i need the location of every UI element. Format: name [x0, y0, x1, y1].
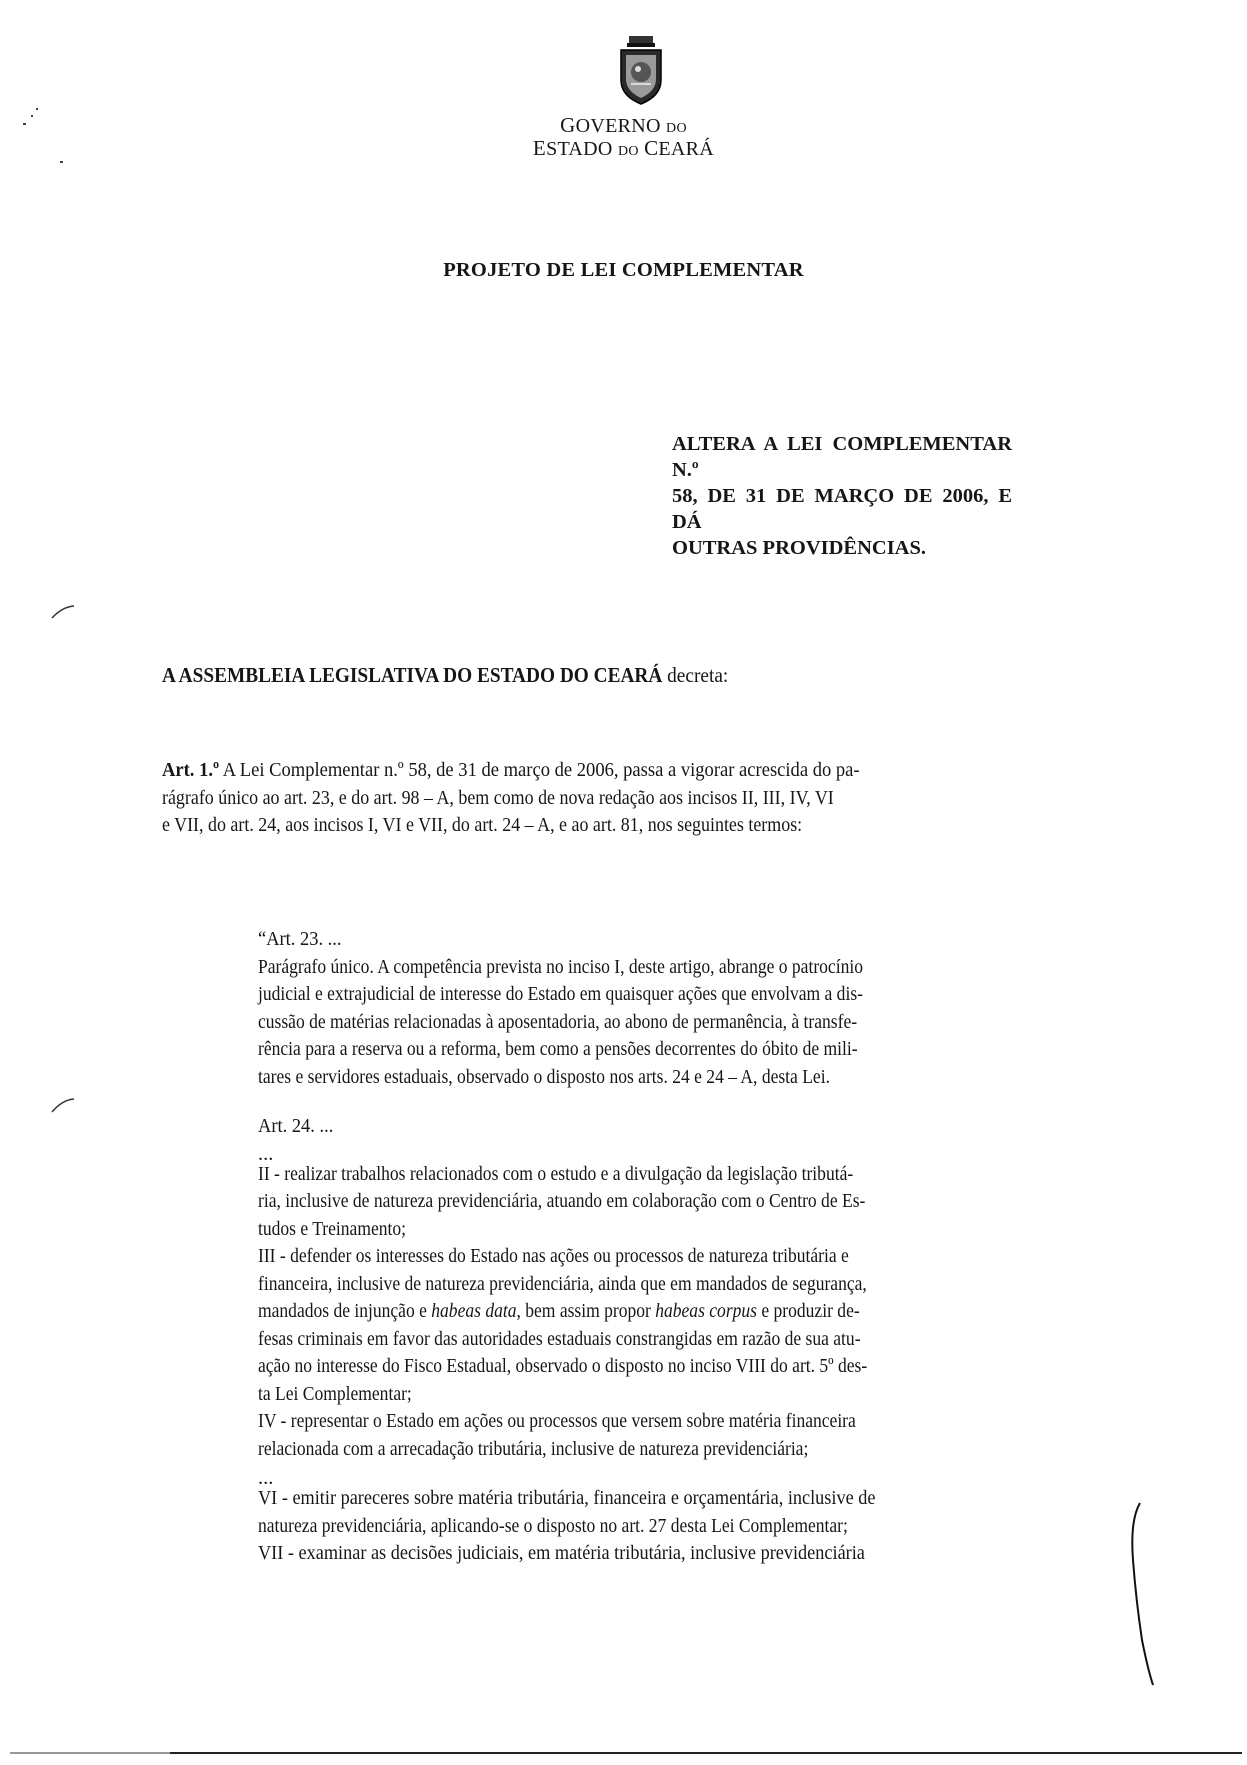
- article-1-label: Art. 1.º: [162, 759, 220, 781]
- margin-tick-mark: [52, 606, 74, 618]
- state-rest: STADO: [546, 138, 613, 160]
- enacting-authority: A ASSEMBLEIA LEGISLATIVA DO ESTADO DO CEARÁ: [162, 663, 663, 687]
- state-coat-of-arms-icon: [611, 34, 671, 108]
- inciso-vi-line: VI - emitir pareceres sobre matéria tributária, financeira e orçamentária, inclusive de: [258, 1487, 876, 1509]
- article-1: [162, 757, 1092, 840]
- latin-term: habeas corpus: [655, 1300, 757, 1322]
- inciso-iii-line: ta Lei Complementar;: [258, 1382, 412, 1405]
- article-1-text: A Lei Complementar n.º 58, de 31 de março de 2006, passa a vigorar acrescida do pa-: [219, 759, 860, 781]
- enacting-clause: [162, 663, 728, 688]
- inciso-iii-line: financeira, inclusive de natureza previdenciária, ainda que em mandados de segurança,: [258, 1272, 867, 1295]
- inciso-iv-line: relacionada com a arrecadação tributária, inclusive de natureza previdenciária;: [258, 1437, 809, 1460]
- government-name-line2: [0, 136, 1247, 161]
- inciso-iv-line: IV - representar o Estado em ações ou processos que versem sobre matéria financeira: [258, 1410, 856, 1432]
- ementa-line: 58, DE 31 DE MARÇO DE 2006, E DÁ: [672, 485, 1012, 533]
- article-1-line: rágrafo único ao art. 23, e do art. 98 – A, bem como de nova redação aos incisos II, III, IV, VI: [162, 786, 834, 809]
- document-title: PROJETO DE LEI COMPLEMENTAR: [443, 259, 804, 281]
- latin-term: habeas data: [431, 1300, 517, 1322]
- ementa: [672, 431, 1012, 561]
- art23-paragraph-line: cussão de matérias relacionadas à aposentadoria, ao abono de permanência, à transfe-: [258, 1010, 858, 1033]
- ceara-cap: C: [644, 136, 659, 160]
- enacting-verb: decreta:: [662, 663, 729, 687]
- ellipsis: ...: [258, 1467, 274, 1489]
- state-small: DO: [617, 144, 639, 159]
- art23-paragraph-line: tares e servidores estaduais, observado o disposto nos arts. 24 e 24 – A, desta Lei.: [258, 1065, 830, 1088]
- inciso-iii-line: fesas criminais em favor das autoridades estaduais constrangidas em razão de sua atu-: [258, 1327, 861, 1350]
- text: e produzir de-: [756, 1300, 860, 1322]
- ceara-rest: EARÁ: [658, 138, 715, 160]
- inciso-iii-line: ação no interesse do Fisco Estadual, observado o disposto no inciso VIII do art. 5º des-: [258, 1355, 868, 1377]
- inciso-ii-line: tudos e Treinamento;: [258, 1217, 407, 1240]
- art23-paragraph-line: rência para a reserva ou a reforma, bem como a pensões decorrentes do óbito de mili-: [258, 1038, 858, 1060]
- inciso-vii-line: VII - examinar as decisões judiciais, em matéria tributária, inclusive previdenciária: [258, 1542, 865, 1564]
- art23-heading: “Art. 23. ...: [258, 928, 342, 950]
- gov-cap: G: [560, 113, 576, 137]
- inciso-ii-line: II - realizar trabalhos relacionados com o estudo e a divulgação da legislação tributá-: [258, 1162, 854, 1185]
- article-1-line: [162, 757, 1004, 785]
- ellipsis: ...: [258, 1142, 274, 1165]
- inciso-ii-line: ria, inclusive de natureza previdenciária, atuando em colaboração com o Centro de Es-: [258, 1190, 866, 1212]
- article-1-line: e VII, do art. 24, aos incisos I, VI e VII, do art. 24 – A, e ao art. 81, nos seguintes termos:: [162, 814, 803, 836]
- art24-heading: Art. 24. ...: [258, 1115, 334, 1137]
- inciso-iii-line: [258, 1298, 1010, 1326]
- bottom-rule: [10, 1752, 1242, 1754]
- bottom-rule-faded: [10, 1752, 170, 1754]
- inciso-iii-line: III - defender os interesses do Estado nas ações ou processos de natureza tributária e: [258, 1245, 849, 1267]
- government-name-line1: [0, 113, 1247, 138]
- state-cap: E: [532, 136, 547, 160]
- gov-small: DO: [666, 121, 687, 136]
- inciso-vi-line: natureza previdenciária, aplicando-se o disposto no art. 27 desta Lei Complementar;: [258, 1514, 848, 1537]
- art23-paragraph-line: Parágrafo único. A competência prevista no inciso I, deste artigo, abrange o patrocínio: [258, 955, 863, 978]
- amended-text-block: [258, 926, 1138, 1568]
- art23-paragraph-line: judicial e extrajudicial de interesse do Estado em quaisquer ações que envolvam a dis-: [258, 983, 863, 1005]
- margin-tick-mark: [52, 1099, 74, 1112]
- ementa-line: OUTRAS PROVIDÊNCIAS.: [672, 537, 927, 559]
- gov-rest: OVERNO: [575, 115, 661, 137]
- text: mandados de injunção e: [258, 1300, 432, 1322]
- ementa-line: ALTERA A LEI COMPLEMENTAR N.º: [672, 433, 1012, 481]
- text: , bem assim propor: [516, 1300, 656, 1322]
